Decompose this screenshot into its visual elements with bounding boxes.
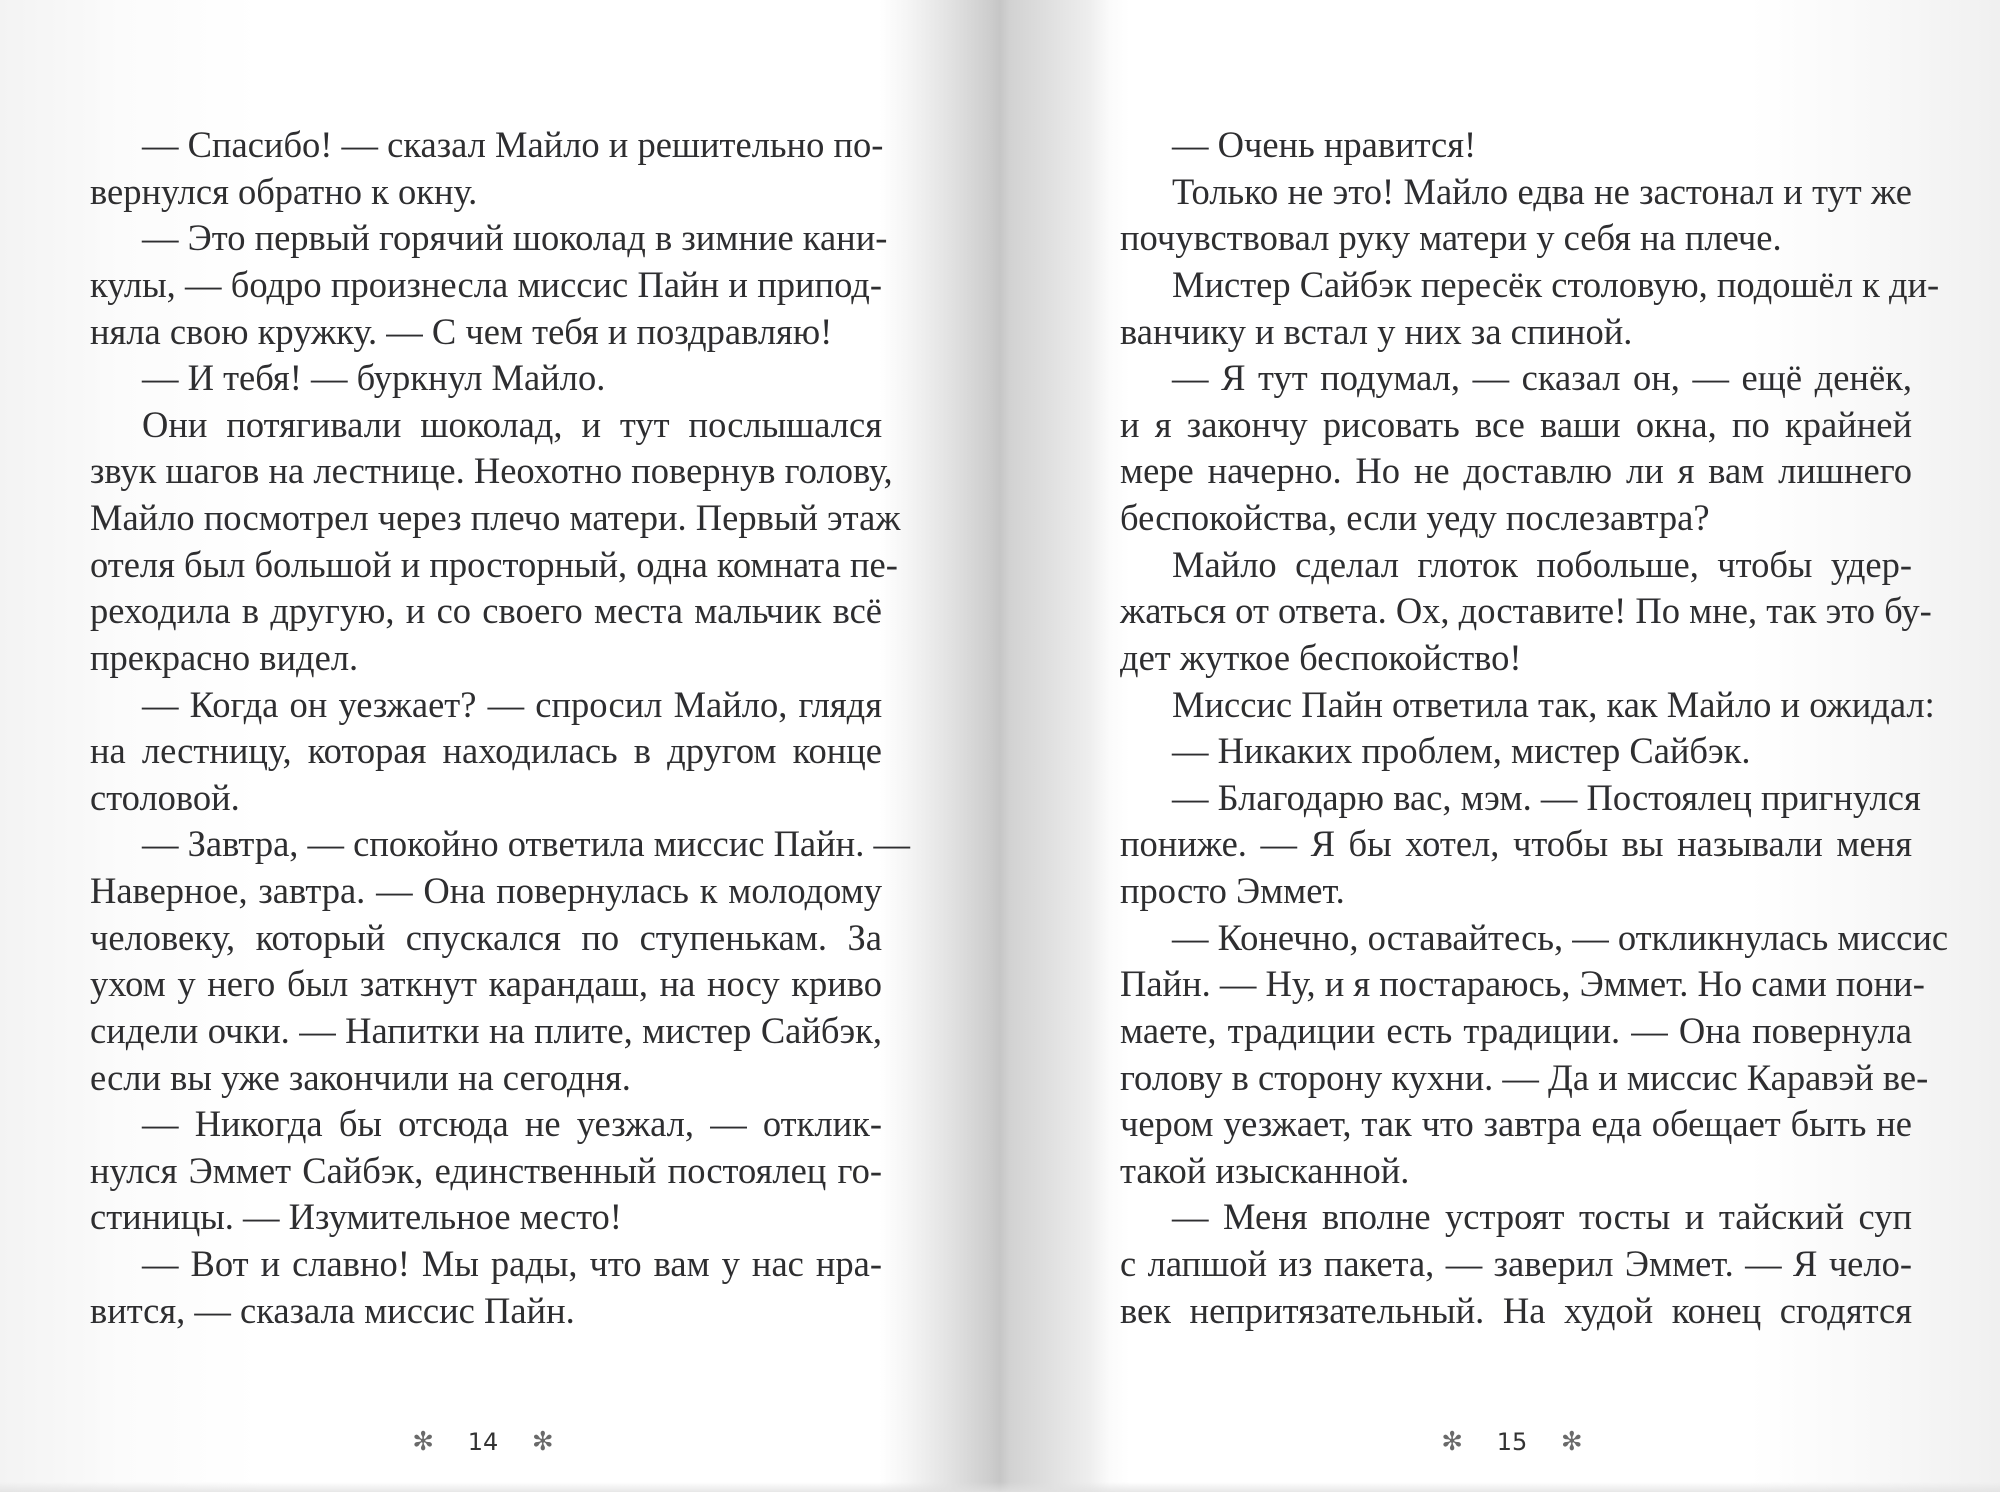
text-line: — Я тут подумал, — сказал он, — ещё денёк,	[1172, 357, 1912, 399]
right-page-text	[1120, 122, 1949, 1334]
text-line: вернулся обратно к окну.	[90, 170, 478, 212]
text-line: вится, — сказала миссис Пайн.	[90, 1289, 575, 1331]
page-number: 15	[1496, 1428, 1528, 1456]
text-line: мере начерно. Но не доставлю ли я вам лишнего	[1120, 450, 1912, 492]
text-line: — Это первый горячий шоколад в зимние кани-	[142, 217, 888, 259]
text-line: прекрасно видел.	[90, 636, 359, 678]
text-line: Майло сделал глоток побольше, чтобы удер-	[1172, 543, 1912, 585]
text-line: сидели очки. — Напитки на плите, мистер Сайбэк,	[90, 1009, 882, 1051]
text-line: Пайн. — Ну, и я постараюсь, Эммет. Но сами пони-	[1120, 963, 1925, 1005]
text-line: нулся Эммет Сайбэк, единственный постоялец го-	[90, 1149, 882, 1191]
left-page	[90, 0, 910, 1492]
text-line: столовой.	[90, 776, 240, 818]
text-line: кулы, — бодро произнесла миссис Пайн и припод-	[90, 263, 882, 305]
text-line: — Конечно, оставайтесь, — откликнулась миссис	[1172, 916, 1949, 958]
text-line: звук шагов на лестнице. Неохотно повернув голову,	[90, 450, 893, 492]
page-bottom-edge	[0, 1482, 2000, 1492]
text-line: — И тебя! — буркнул Майло.	[142, 357, 606, 399]
text-line: такой изысканной.	[1120, 1149, 1410, 1191]
text-line: няла свою кружку. — С чем тебя и поздравляю!	[90, 310, 833, 352]
text-line: отеля был большой и просторный, одна комната пе-	[90, 543, 898, 585]
text-line: Мистер Сайбэк пересёк столовую, подошёл к ди-	[1172, 263, 1940, 305]
snowflake-icon: ✻	[412, 1427, 435, 1457]
text-line: голову в сторону кухни. — Да и миссис Каравэй ве-	[1120, 1056, 1929, 1098]
text-line: стиницы. — Изумительное место!	[90, 1196, 622, 1238]
page-number: 14	[467, 1428, 499, 1456]
text-line: человеку, который спускался по ступенькам. За	[90, 916, 882, 958]
text-line: век непритязательный. На худой конец сгодятся	[1120, 1289, 1912, 1331]
left-page-text	[90, 122, 910, 1334]
text-line: — Никогда бы отсюда не уезжал, — отклик-	[142, 1103, 882, 1145]
text-line: дет жуткое беспокойство!	[1120, 636, 1522, 678]
text-line: — Очень нравится!	[1172, 124, 1477, 165]
snowflake-icon: ✻	[1441, 1427, 1464, 1457]
text-line: на лестницу, которая находилась в другом конце	[90, 730, 882, 772]
text-line: Они потягивали шоколад, и тут послышался	[142, 403, 882, 445]
text-line: Наверное, завтра. — Она повернулась к молодому	[90, 870, 882, 911]
text-line: — Когда он уезжает? — спросил Майло, глядя	[142, 683, 882, 725]
snowflake-icon: ✻	[531, 1427, 554, 1457]
text-line: — Меня вполне устроят тосты и тайский суп	[1172, 1196, 1912, 1238]
text-line: почувствовал руку матери у себя на плече.	[1120, 217, 1782, 259]
text-line: жаться от ответа. Ох, доставите! По мне, так это бу-	[1120, 590, 1932, 632]
right-page-footer	[1116, 1421, 1908, 1462]
left-page-footer	[87, 1421, 879, 1462]
text-line: — Никаких проблем, мистер Сайбэк.	[1172, 730, 1751, 772]
text-line: — Благодарю вас, мэм. — Постоялец пригнулся	[1172, 776, 1921, 818]
text-line: беспокойства, если уеду послезавтра?	[1120, 497, 1710, 538]
text-line: реходила в другую, и со своего места мальчик всё	[90, 590, 882, 632]
text-line: ухом у него был заткнут карандаш, на носу криво	[90, 963, 882, 1005]
right-page	[1120, 0, 1949, 1492]
text-line: просто Эммет.	[1120, 870, 1345, 911]
text-line: маете, традиции есть традиции. — Она повернула	[1120, 1009, 1912, 1051]
text-line: чером уезжает, так что завтра еда обещает быть не	[1120, 1103, 1912, 1145]
text-line: Майло посмотрел через плечо матери. Первый этаж	[90, 497, 901, 538]
text-line: ванчику и встал у них за спиной.	[1120, 310, 1633, 352]
text-line: и я закончу рисовать все ваши окна, по крайней	[1120, 403, 1912, 445]
text-line: — Спасибо! — сказал Майло и решительно по-	[142, 124, 884, 165]
text-line: с лапшой из пакета, — заверил Эммет. — Я чело-	[1120, 1243, 1912, 1284]
text-line: пониже. — Я бы хотел, чтобы вы называли меня	[1120, 823, 1912, 865]
snowflake-icon: ✻	[1560, 1427, 1583, 1457]
text-line: — Вот и славно! Мы рады, что вам у нас нра-	[142, 1243, 882, 1284]
text-line: — Завтра, — спокойно ответила миссис Пайн. —	[142, 823, 910, 865]
text-line: Только не это! Майло едва не застонал и тут же	[1172, 170, 1912, 212]
text-line: Миссис Пайн ответила так, как Майло и ожидал:	[1172, 683, 1935, 725]
text-line: если вы уже закончили на сегодня.	[90, 1056, 631, 1098]
